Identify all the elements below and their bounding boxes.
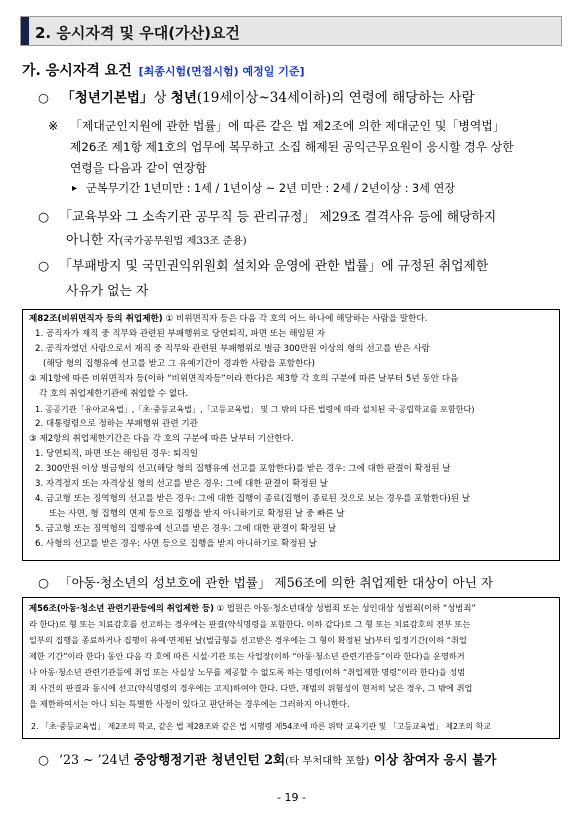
article-56-line: 을 제한하여서는 아니 되는 특별한 사정이 있다고 판단하는 경우에는 그러하지 아니한다. [29,699,350,709]
section-header-bar [21,17,29,45]
article-56-line: 2. 「초·중등교육법」 제2조의 학교, 같은 법 제28조와 같은 법 시행령 제54조에 따른 위탁 교육기관 및 「고등교육법」 제2조의 학교 [31,722,491,731]
article-56-line: 일부의 집행을 종료하거나 집행이 유예·면제된 날(벌금형을 선고받은 경우에는 그 형이 확정된 날)부터 일정기간(이하 “취업 [29,635,467,645]
article-56-line: ① 법원은 아동·청소년대상 성범죄 또는 성인대상 성범죄(이하 “성범죄” [216,603,476,613]
article-82-line: 2. 300만원 이상 벌금형의 선고(해당 형의 집행유예 선고를 포함한다)를 받은 경우: 그에 대한 판결이 확정된 날 [35,464,451,474]
article-82-line: ② 제1항에 따른 비위면직자 등(이하 “비위면직자등”이라 한다)은 제3항 각 호의 구분에 따른 날부터 5년 동안 다음 [29,374,459,384]
article-82-line: 4. 금고형 또는 징역형의 선고를 받은 경우: 그에 대한 집행이 종료(집행이 종료된 것으로 보는 경우를 포함한다)된 날 [35,494,471,504]
item-child-protection [38,575,493,591]
item-youth-age [38,90,475,106]
bullet-marker: ○ [38,575,49,590]
item1-text-b: (19세이상~34세이하)의 연령에 해당하는 사람 [196,90,475,106]
triangle-bullet-icon: ▸ [72,183,78,194]
subsection-heading [22,60,305,80]
section-title: 2. 응시자격 및 우대(가산)요건 [35,24,240,42]
law-excerpt-box-article-56 [22,597,560,739]
bullet-marker: ○ [38,90,49,105]
article-82-line: 5. 금고형 또는 징역형의 집행유예 선고를 받은 경우: 그에 대한 판결이 확정된 날 [35,524,337,534]
item-disqualification [38,210,496,226]
article-56-title: 제56조(아동·청소년 관련기관등에의 취업제한 등) [29,603,214,613]
item2-main: 아니한 자 [66,233,120,248]
item4-line-1: 「아동·청소년의 성보호에 관한 법률」 제56조에 의한 취업제한 대상이 아닌 자 [59,575,494,590]
subsection-note: [최종시험(면접시험) 예정일 기준] [138,65,305,78]
subsection-title: 가. 응시자격 요건 [22,63,132,79]
article-56-line: 제한 기간”이라 한다) 동안 다음 각 호에 따른 시설·기관 또는 사업장(이하 “아동·청소년 관련기관등”이라 한다)을 운영하거 [29,651,465,661]
article-82-title: 제82조(비위면직자 등의 취업제한) [29,314,163,324]
article-82-line: ① 비위면직자 등은 다음 각 호의 어느 하나에 해당하는 사람을 말한다. [165,314,428,324]
item-anticorruption [38,259,488,275]
item1-youth-word: 청년 [170,90,197,106]
article-82-line: ③ 제2항의 취업제한기간은 다음 각 호의 구분에 따른 날부터 기산한다. [29,434,294,444]
article-82-line: 2. 공직자였던 사람으로서 재직 중 직무와 관련된 부패행위로 벌금 300만원 이상의 형의 선고를 받은 사람 [35,344,430,354]
intern-bold-1: 중앙행정기관 청년인턴 2회 [133,752,286,767]
item2-line-2 [66,233,247,249]
intern-bold-2: 이상 참여자 응시 불가 [369,752,497,767]
military-service-extension: 군복무기간 1년미만 : 1세 / 1년이상 ~ 2년 미만 : 2세 / 2년이상 : 3세 연장 [86,182,456,195]
item2-line-1: 「교육부와 그 소속기관 공무직 등 관리규정」 제29조 결격사유 등에 해당하지 [59,210,497,225]
intern-paren: (타 부처대학 포함) [285,755,370,767]
item1-text-a: 상 [153,90,171,106]
article-82-line: 3. 자격정지 또는 자격상실 형의 선고를 받은 경우: 그에 대한 판결이 확정된 날 [35,479,328,489]
bullet-marker: ○ [38,210,50,225]
article-82-first-line [29,314,427,325]
page-number: - 19 - [277,791,306,804]
article-82-line: 각 호의 취업제한기관에 취업할 수 없다. [39,389,189,399]
note-reference-marker: ※ [48,119,59,133]
intern-years: ’23 ~ ’24년 [59,752,134,767]
article-82-line: 2. 대통령령으로 정하는 부패행위 관련 기관 [35,419,198,429]
article-82-line: (해당 형의 집행유예 선고를 받고 그 유예기간이 경과한 사람을 포함한다) [43,359,316,369]
article-82-line: 1. 공직자가 재직 중 직무와 관련된 부패행위로 당연퇴직, 파면 또는 해임된 자 [35,329,326,339]
section-header [20,16,562,46]
bullet-marker: ○ [38,259,50,274]
item3-line-1: 「부패방지 및 국민권익위원회 설치와 운영에 관한 법률」에 규정된 취업제한 [59,259,489,274]
article-56-first-line [29,603,476,614]
article-82-line: 6. 사형의 선고를 받은 경우: 사면 등으로 집행을 받지 아니하기로 확정된 날 [35,539,317,549]
item-intern-restriction [38,752,496,769]
article-82-line: 또는 사면, 형 집행의 면제 등으로 집행을 받지 아니하기로 확정된 날 중 빠른 날 [49,509,345,519]
note-line-2: 제26조 제1항 제1호의 업무에 복무하고 소집 해제된 공익근무요원이 응시할 경우 상한 [70,140,514,154]
note-line-1: 「제대군인지원에 관한 법률」에 따른 같은 법 제2조에 의한 제대군인 및「병역법」 [70,119,505,133]
article-56-line: 나 아동·청소년 관련기관등에 취업 또는 사실상 노무를 제공할 수 없도록 하는 명령(이하 “취업제한 명령”이라 한다)을 성범 [29,667,466,677]
bullet-marker: ○ [38,752,49,767]
item3-line-2: 사유가 없는 자 [66,284,149,299]
item2-small: (국가공무원법 제33조 준용) [119,235,247,247]
law-excerpt-box-article-82 [22,309,560,561]
article-56-line: 라 한다)로 형 또는 치료감호를 선고하는 경우에는 판결(약식명령을 포함한다. 이하 같다)로 그 형 또는 치료감호의 전부 또는 [29,619,471,629]
article-82-line: 1. 당연퇴직, 파면 또는 해임된 경우: 퇴직일 [35,449,199,459]
note-line-3: 연령을 다음과 같이 연장함 [70,161,207,175]
article-82-line: 1. 공공기관「유아교육법」,「초·중등교육법」,「고등교육법」 및 그 밖의 다른 법령에 따라 설치된 국·공립학교를 포함한다) [35,404,475,414]
article-56-line: 죄 사건의 판결과 동시에 선고(약식명령의 경우에는 고지)하여야 한다. 다만, 재범의 위험성이 현저히 낮은 경우, 그 밖에 취업 [29,683,473,693]
youth-law-name: 「청년기본법」 [61,90,154,106]
